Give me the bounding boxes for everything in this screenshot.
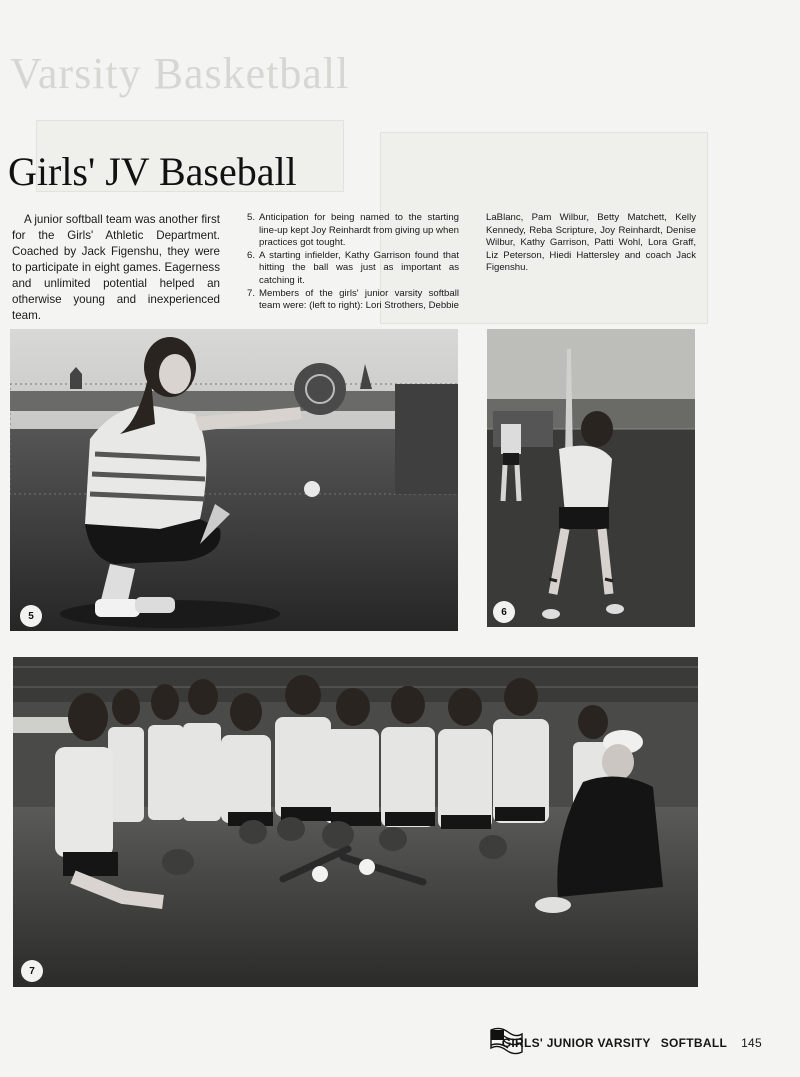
caption-continued [486, 212, 696, 275]
caption-text: Anticipation for being named to the starting line-up kept Joy Reinhardt from giving up when practices got tought. [259, 212, 459, 249]
intro-paragraph: A junior softball team was another first for the Girls' Athletic Department. Coached by Jack Figenshu, they were to participate in eight games. Eagerness and unlimited potential helped an otherwise young and inexperienced team. [12, 213, 220, 322]
caption-5 [247, 212, 459, 250]
caption-text: LaBlanc, Pam Wilbur, Betty Matchett, Kelly Kennedy, Reba Scripture, Joy Reinhardt, Denise Wilbur, Kathy Garrison, Patti Wohl, Lora Graff, Liz Peterson, Hiedi Hattersley and coach Jack Figenshu. [486, 212, 696, 274]
catcher-photo [10, 329, 458, 631]
footer-section: GIRLS' JUNIOR VARSITY [501, 1036, 651, 1050]
caption-7 [247, 288, 459, 313]
page-footer [502, 1036, 762, 1050]
photo-badge: 7 [21, 960, 43, 982]
batter-photo [487, 329, 695, 627]
team-illustration [13, 657, 698, 987]
caption-number: 7. [247, 287, 256, 299]
page-number: 145 [741, 1036, 762, 1050]
caption-number: 5. [247, 212, 256, 223]
caption-text: A starting infielder, Kathy Garrison found that hitting the ball was just as important as catching it. [259, 249, 459, 286]
photo-badge: 6 [493, 601, 515, 623]
catcher-illustration [10, 329, 458, 631]
team-photo [13, 657, 698, 987]
captions-column [247, 212, 459, 313]
caption-7-continued [486, 212, 696, 275]
caption-number: 6. [247, 249, 256, 261]
background-heading: Varsity Basketball [10, 49, 350, 98]
batter-illustration [487, 329, 695, 627]
photo-badge: 5 [20, 605, 42, 627]
page-title: Girls' JV Baseball [8, 149, 297, 194]
caption-6 [247, 250, 459, 288]
caption-text: Members of the girls' junior varsity softball team were: (left to right): Lori Strothers, Debbie [259, 287, 459, 312]
footer-sport: SOFTBALL [660, 1036, 728, 1050]
